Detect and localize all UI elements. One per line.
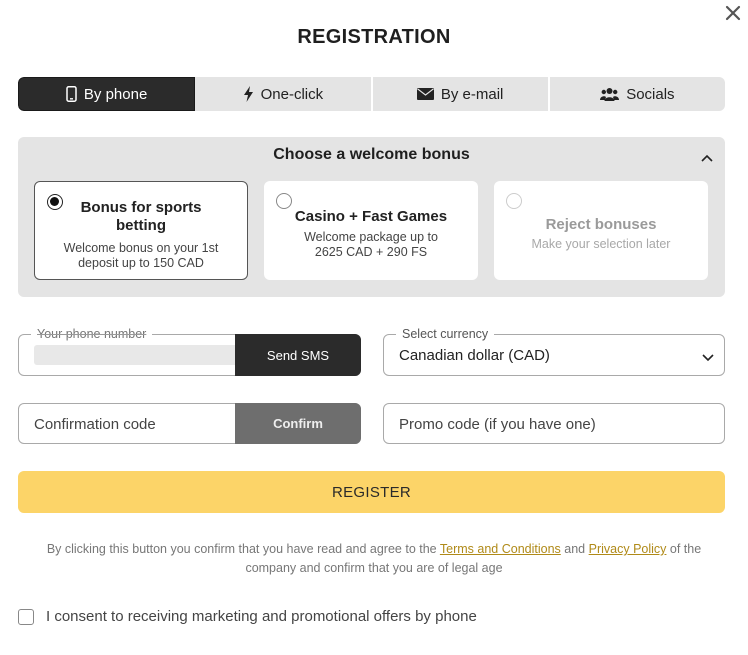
dialog-title: REGISTRATION [297, 26, 451, 48]
promo-code-placeholder: Promo code (if you have one) [399, 416, 596, 433]
chevron-up-icon [701, 154, 713, 162]
chevron-down-icon [702, 349, 714, 367]
bonus-heading: Choose a welcome bonus [273, 146, 470, 163]
promo-code-field[interactable] [383, 403, 725, 444]
radio-unselected[interactable] [276, 193, 292, 209]
tab-label: One-click [260, 85, 324, 103]
bonus-option-description: Welcome package up to 2625 CAD + 290 FS [304, 230, 438, 259]
confirm-button[interactable]: Confirm [235, 403, 361, 444]
consent-label: I consent to receiving marketing and promotional offers by phone [46, 608, 477, 625]
terms-and-conditions-link[interactable]: Terms and Conditions [439, 542, 561, 556]
bonus-option-title: Casino + Fast Games [294, 208, 448, 225]
privacy-policy-link[interactable]: Privacy Policy [588, 542, 667, 556]
close-button[interactable] [722, 2, 744, 24]
tab-label: Socials [626, 85, 675, 103]
tab-label: By e-mail [440, 85, 504, 103]
bonus-option-title: Reject bonuses [545, 216, 657, 233]
radio-selected[interactable] [47, 194, 63, 210]
register-button[interactable]: REGISTER [18, 471, 725, 513]
bonus-option-casino[interactable] [264, 181, 478, 280]
welcome-bonus-panel [18, 137, 725, 297]
terms-notice [30, 540, 718, 578]
bonus-option-sports[interactable] [34, 181, 248, 280]
tab-one-click[interactable] [195, 77, 372, 111]
radio-unselected[interactable] [506, 193, 522, 209]
phone-icon [66, 86, 77, 102]
tab-label: By phone [83, 85, 148, 103]
bonus-option-title: Bonus for sports betting [80, 199, 202, 234]
tab-by-email[interactable] [373, 77, 550, 111]
bonus-option-description: Make your selection later [531, 237, 671, 251]
currency-select[interactable] [383, 327, 725, 376]
terms-suffix: of the company and confirm that you are of legal age [245, 542, 702, 575]
users-icon [600, 87, 619, 101]
phone-field[interactable] [18, 327, 361, 376]
registration-tabs [18, 77, 725, 111]
bonus-option-description: Welcome bonus on your 1st deposit up to 150 CAD [63, 241, 219, 270]
phone-input[interactable] [34, 345, 238, 365]
currency-label: Select currency [396, 327, 494, 341]
collapse-button[interactable] [701, 149, 713, 167]
close-icon [722, 2, 744, 24]
terms-prefix: By clicking this button you confirm that you have read and agree to the [46, 542, 437, 556]
lightning-icon [243, 86, 254, 102]
envelope-icon [417, 88, 434, 100]
currency-value: Canadian dollar (CAD) [399, 347, 550, 364]
tab-by-phone[interactable] [18, 77, 195, 111]
bonus-option-reject[interactable] [494, 181, 708, 280]
confirmation-code-field[interactable] [18, 403, 361, 444]
tab-socials[interactable] [550, 77, 725, 111]
consent-checkbox[interactable] [18, 609, 34, 625]
confirmation-code-placeholder: Confirmation code [34, 416, 156, 433]
marketing-consent [18, 608, 477, 625]
phone-label: Your phone number [31, 327, 152, 341]
send-sms-button[interactable]: Send SMS [235, 334, 361, 376]
terms-and: and [564, 542, 586, 556]
